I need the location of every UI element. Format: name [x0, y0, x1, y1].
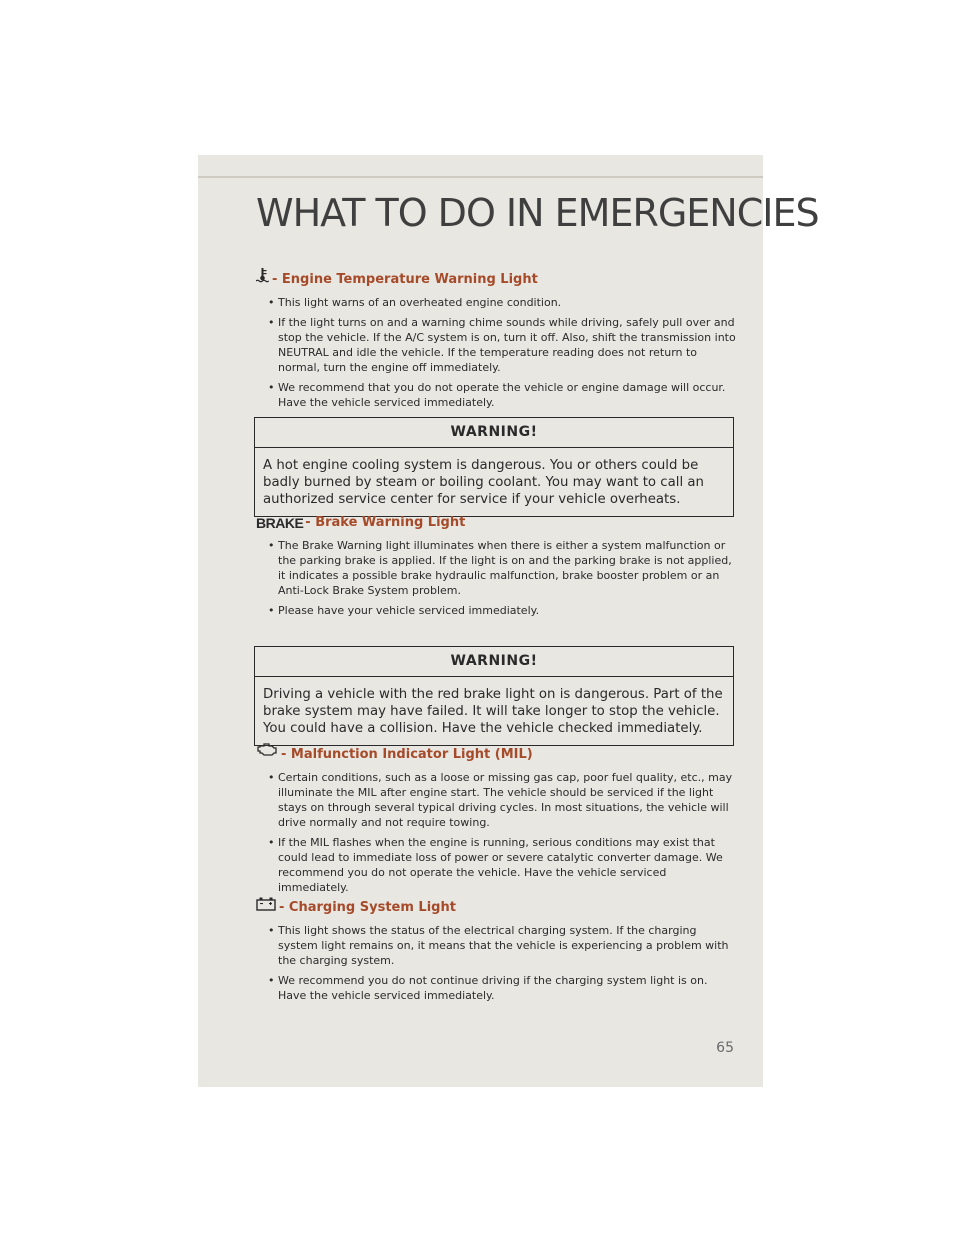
section-title: - Brake Warning Light	[305, 515, 466, 530]
list-item: • This light warns of an overheated engine condition.	[268, 296, 562, 309]
warning-box-engine	[254, 417, 734, 517]
list-item: • If the MIL flashes when the engine is running, serious conditions may exist that could lead to immediate loss of power or severe catalytic converter damage. We recommend you do not operate the vehicle. Have the vehicle serviced immediately.	[268, 836, 723, 894]
warning-title: WARNING!	[255, 418, 733, 448]
battery-icon	[256, 897, 276, 917]
bullet-list	[256, 923, 736, 1003]
list-item: • Certain conditions, such as a loose or missing gas cap, poor fuel quality, etc., may illuminate the MIL after engine start. The vehicle should be serviced if the light stays on through several typical driving cycles. In most situations, the vehicle will drive normally and not require towing.	[268, 771, 733, 829]
warning-title: WARNING!	[255, 647, 733, 677]
section-heading	[256, 514, 736, 532]
page-number: 65	[716, 1040, 734, 1056]
bullet-list	[256, 538, 736, 618]
thermometer-icon	[256, 268, 269, 289]
list-item: • This light shows the status of the electrical charging system. If the charging system light remains on, it means that the vehicle is experiencing a problem with the charging system.	[268, 924, 729, 967]
bullet-list	[256, 770, 736, 895]
section-heading	[256, 897, 736, 917]
section-title: - Charging System Light	[279, 900, 456, 915]
warning-body: A hot engine cooling system is dangerous. You or others could be badly burned by steam or boiling coolant. You may want to call an authorized service center for service if your vehicle overheats.	[263, 458, 704, 507]
section-engine-temperature	[256, 268, 736, 415]
list-item: • The Brake Warning light illuminates when there is either a system malfunction or the parking brake is applied. If the light is on and the parking brake is not applied, it indicates a possible brake hydraulic malfunction, brake booster problem or an Anti-Lock Brake System problem.	[268, 539, 732, 597]
list-item: • Please have your vehicle serviced immediately.	[268, 604, 540, 617]
section-title: - Malfunction Indicator Light (MIL)	[281, 747, 533, 762]
warning-body: Driving a vehicle with the red brake light on is dangerous. Part of the brake system may have failed. It will take longer to stop the vehicle. You could have a collision. Have the vehicle checked immediately.	[263, 687, 723, 736]
bullet-list	[256, 295, 736, 410]
list-item: • We recommend that you do not operate the vehicle or engine damage will occur. Have the vehicle serviced immediately.	[268, 381, 726, 409]
section-brake	[256, 514, 736, 623]
brake-icon: BRAKE	[256, 515, 304, 531]
warning-box-brake	[254, 646, 734, 746]
header-rule	[198, 176, 763, 178]
chapter-title: WHAT TO DO IN EMERGENCIES	[256, 191, 819, 235]
section-title: - Engine Temperature Warning Light	[272, 272, 538, 287]
section-heading	[256, 268, 736, 289]
list-item: • We recommend you do not continue driving if the charging system light is on. Have the vehicle serviced immediately.	[268, 974, 708, 1002]
section-charging	[256, 897, 736, 1008]
list-item: • If the light turns on and a warning chime sounds while driving, safely pull over and stop the vehicle. If the A/C system is on, turn it off. Also, shift the transmission into NEUTRAL and idle the vehicle. If the temperature reading does not return to normal, turn the engine off immediately.	[268, 316, 736, 374]
section-heading	[256, 742, 736, 764]
engine-icon	[256, 742, 278, 764]
section-mil	[256, 742, 736, 900]
